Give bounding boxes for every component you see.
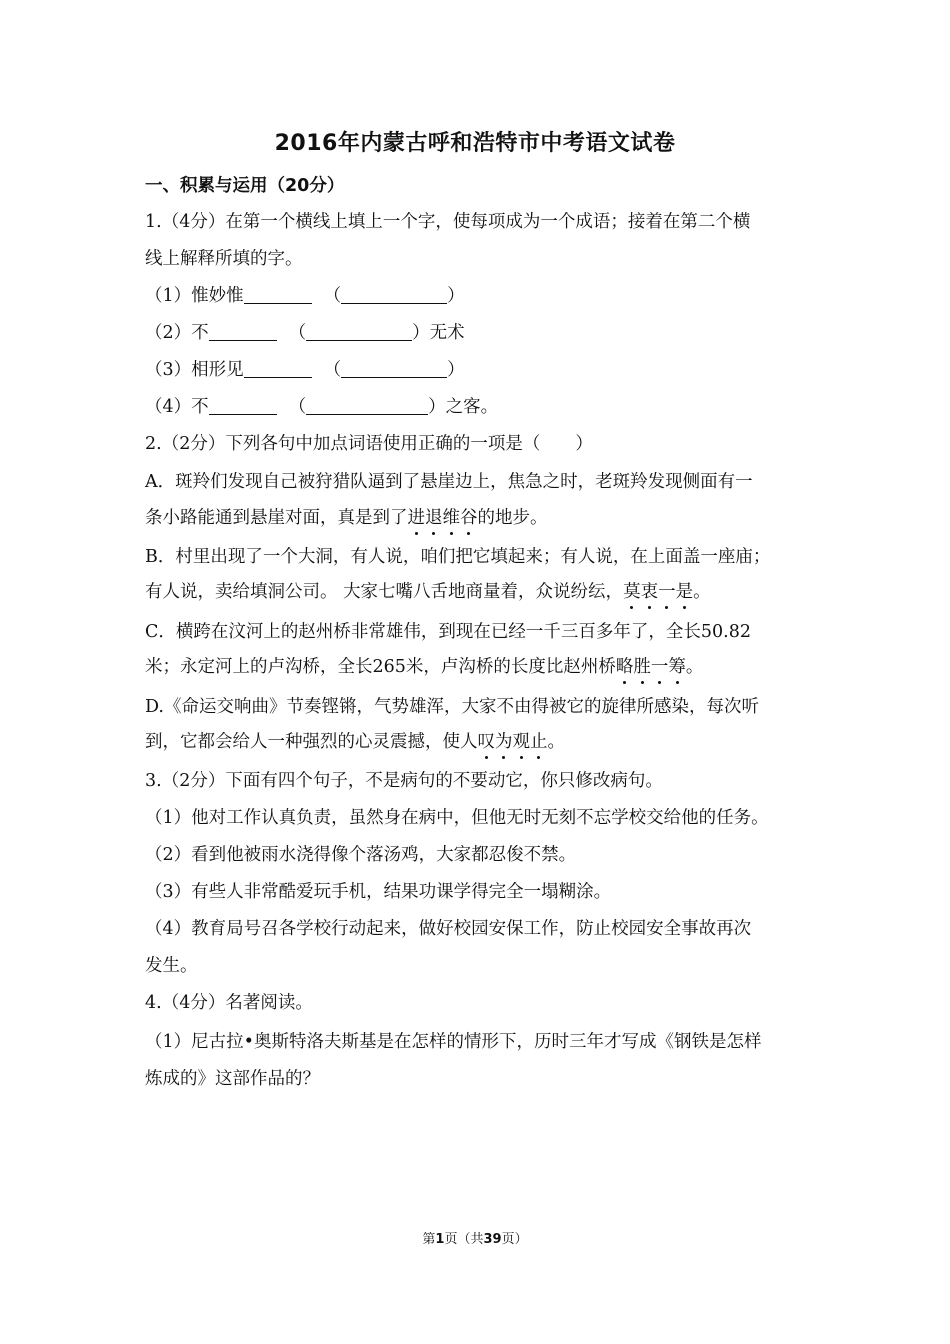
q4-question-1-line2: 炼成的》这部作品的？	[145, 1069, 320, 1089]
item-suffix: ）	[447, 286, 465, 306]
q1-item-1	[145, 284, 465, 308]
dotted-char: 胜	[633, 657, 651, 677]
q2-option-b-line2	[145, 580, 711, 604]
dotted-char: 进	[407, 508, 425, 528]
q3-sentence-1: （1）他对工作认真负责，虽然身在病中，但他无时无刻不忘学校交给他的任务。	[145, 808, 769, 828]
q3-sentence-3: （3）有些人非常酷爱玩手机，结果功课学得完全一塌糊涂。	[145, 882, 612, 902]
q1-stem-line2: 线上解释所填的字。	[145, 249, 303, 269]
footer-text: 页（共	[444, 1232, 484, 1247]
q2-option-c-line1: C．横跨在汶河上的赵州桥非常雄伟，到现在已经一千三百多年了，全长50.82	[145, 622, 751, 642]
q4-question-1-line1: （1）尼古拉•奥斯特洛夫斯基是在怎样的情形下，历时三年才写成《钢铁是怎样	[145, 1032, 762, 1052]
dotted-char: 略	[615, 657, 634, 677]
item-suffix: ）无术	[412, 323, 465, 343]
answer-blank[interactable]	[244, 285, 312, 304]
item-prefix: （2）不	[145, 323, 209, 343]
text-run: 。	[693, 582, 711, 602]
item-suffix: ）	[447, 360, 465, 380]
text-run: 的地步。	[477, 508, 548, 528]
q1-item-4	[145, 395, 498, 419]
q4-stem: 4.（4分）名著阅读。	[145, 993, 313, 1013]
q2-option-c-line2	[145, 655, 703, 679]
item-open-paren: （	[288, 397, 307, 417]
text-run: 米；永定河上的卢沟桥，全长265米，卢沟桥的长度比赵州桥	[145, 657, 616, 677]
q1-stem-line1: 1.（4分）在第一个横线上填上一个字，使每项成为一个成语；接着在第二个横	[145, 212, 751, 232]
q3-sentence-4-line2: 发生。	[145, 956, 198, 976]
q2-option-a-line2	[145, 506, 548, 530]
text-run: 。	[685, 657, 704, 677]
item-prefix: （1）惟妙惟	[145, 286, 244, 306]
dotted-char: 止	[530, 732, 548, 752]
explanation-blank[interactable]	[341, 359, 447, 378]
q1-item-2	[145, 321, 465, 345]
text-run: 条小路能通到悬崖对面，真是到了	[145, 508, 408, 528]
dotted-char: 一	[650, 657, 669, 677]
dotted-char: 莫	[623, 582, 641, 602]
q3-sentence-2: （2）看到他被雨水浇得像个落汤鸡，大家都忍俊不禁。	[145, 845, 577, 865]
q2-option-d-line1: D.《命运交响曲》节奏铿锵，气势雄浑，大家不由得被它的旋律所感染，每次听	[145, 697, 759, 717]
page-footer	[0, 1228, 950, 1247]
q3-stem: 3.（2分）下面有四个句子，不是病句的不要动它，你只修改病句。	[145, 771, 663, 791]
dotted-char: 一	[658, 582, 676, 602]
q2-option-b-line1: B．村里出现了一个大洞，有人说，咱们把它填起来；有人说，在上面盖一座庙；	[145, 547, 771, 567]
item-open-paren: （	[323, 286, 342, 306]
item-open-paren: （	[288, 323, 307, 343]
text-run: 有人说，卖给填洞公司。 大家七嘴八舌地商量着，众说纷纭，	[145, 582, 624, 602]
dotted-char: 叹	[477, 732, 495, 752]
dotted-char: 观	[512, 732, 530, 752]
explanation-blank[interactable]	[341, 285, 447, 304]
q2-option-d-line2	[145, 730, 565, 754]
dotted-char: 维	[442, 508, 460, 528]
answer-blank[interactable]	[209, 322, 277, 341]
page-total: 39	[483, 1232, 502, 1247]
text-run: 。	[547, 732, 565, 752]
footer-text: 页）	[501, 1232, 528, 1247]
item-open-paren: （	[323, 360, 342, 380]
q2-option-a-line1: A．斑羚们发现自己被狩猎队逼到了悬崖边上，焦急之时，老斑羚发现侧面有一	[145, 472, 753, 492]
answer-blank[interactable]	[209, 396, 277, 415]
dotted-char: 筹	[668, 657, 686, 677]
explanation-blank[interactable]	[306, 396, 428, 415]
page-number: 1	[435, 1232, 445, 1247]
q2-stem: 2.（2分）下列各句中加点词语使用正确的一项是（ ）	[145, 434, 593, 454]
item-suffix: ）之客。	[428, 397, 499, 417]
q3-sentence-4-line1: （4）教育局号召各学校行动起来，做好校园安保工作，防止校园安全事故再次	[145, 919, 752, 939]
dotted-char: 退	[425, 508, 443, 528]
q1-item-3	[145, 358, 465, 382]
dotted-char: 谷	[460, 508, 478, 528]
explanation-blank[interactable]	[306, 322, 412, 341]
item-prefix: （4）不	[145, 397, 209, 417]
dotted-char: 是	[675, 582, 694, 602]
section-heading: 一、积累与运用（20分）	[145, 176, 345, 196]
text-run: 到，它都会给人一种强烈的心灵震撼，使人	[145, 732, 478, 752]
dotted-char: 衷	[640, 582, 659, 602]
footer-text: 第	[422, 1232, 436, 1247]
dotted-char: 为	[495, 732, 513, 752]
answer-blank[interactable]	[244, 359, 312, 378]
page-title: 2016年内蒙古呼和浩特市中考语文试卷	[274, 131, 676, 156]
item-prefix: （3）相形见	[145, 360, 244, 380]
